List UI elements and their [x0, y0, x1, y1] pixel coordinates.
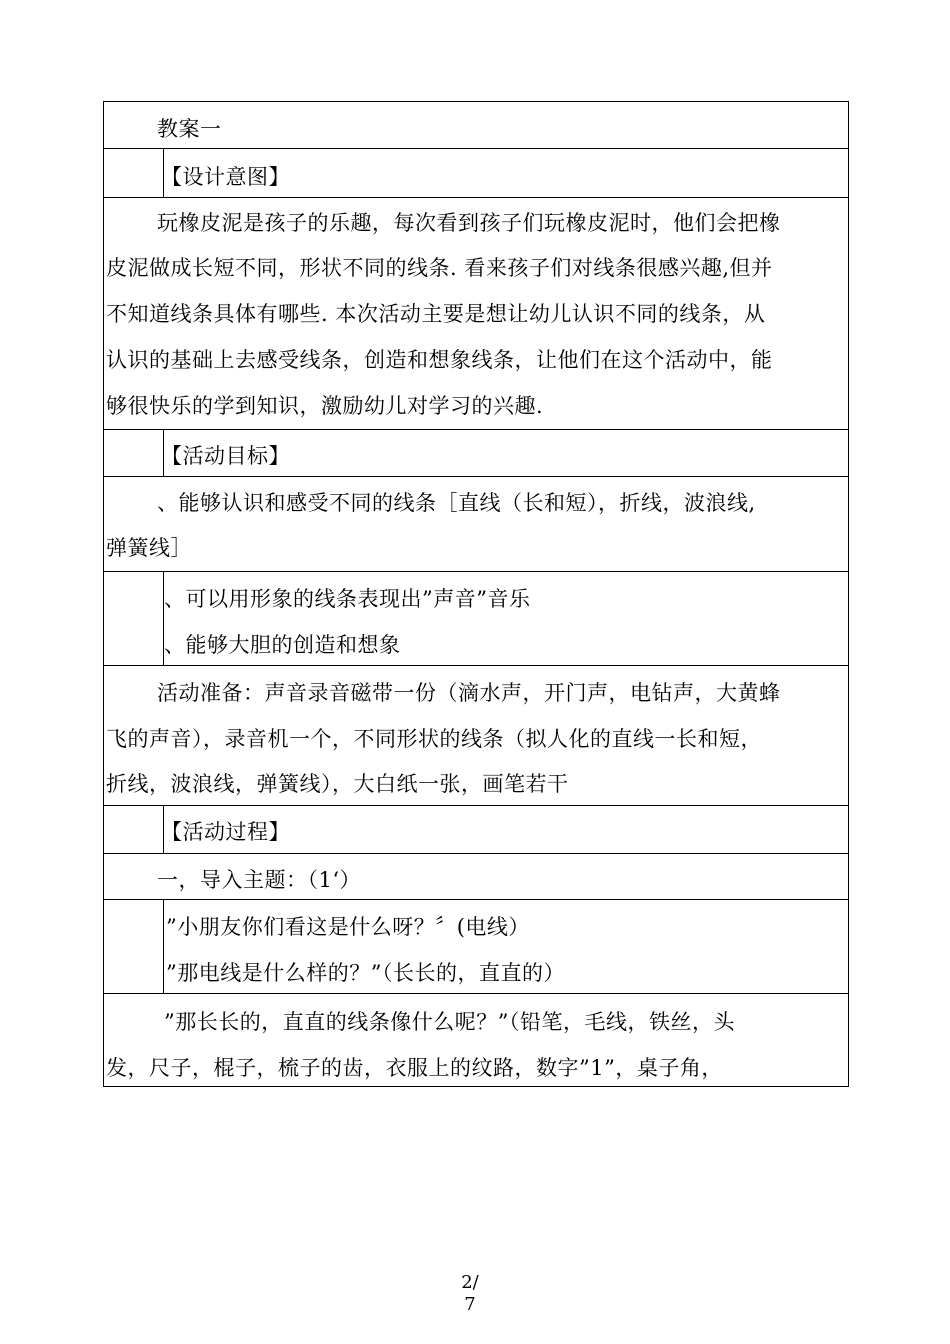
preparation-line: 飞的声音），录音机一个，不同形状的线条（拟人化的直线一长和短， [106, 727, 762, 751]
page-total: 7 [464, 1294, 476, 1315]
section-heading-goals: 【活动目标】 [161, 444, 290, 468]
lesson-plan-table [103, 101, 849, 1087]
dialogue-line: ”那长长的，直直的线条像什么呢？”（铅笔，毛线，铁丝，头 [164, 1010, 735, 1034]
section-heading-process: 【活动过程】 [161, 820, 290, 844]
table-row [103, 666, 849, 806]
dialogue-line: 发，尺子，棍子，梳子的齿，衣服上的纹路，数字”1”，桌子角， [106, 1056, 723, 1080]
goal-item: 、可以用形象的线条表现出”声音”音乐 [164, 587, 531, 611]
table-row [103, 994, 849, 1087]
step-heading: 一，导入主题：（1‘） [157, 868, 362, 892]
table-row [103, 806, 849, 854]
paragraph-line: 认识的基础上去感受线条，创造和想象线条，让他们在这个活动中，能 [106, 348, 773, 372]
paragraph-line: 玩橡皮泥是孩子的乐趣，每次看到孩子们玩橡皮泥时，他们会把橡 [157, 211, 781, 235]
column-divider [163, 900, 164, 993]
section-heading-design-intent: 【设计意图】 [161, 165, 290, 189]
paragraph-line: 皮泥做成长短不同，形状不同的线条. 看来孩子们对线条很感兴趣,但并 [106, 256, 773, 280]
page-number: 2/ [461, 1272, 479, 1293]
plan-title: 教案一 [157, 117, 222, 141]
table-row [103, 477, 849, 572]
table-row [103, 854, 849, 900]
preparation-line: 折线，波浪线，弹簧线），大白纸一张，画笔若干 [106, 772, 569, 796]
table-row [103, 149, 849, 198]
dialogue-line: ”小朋友你们看这是什么呀？〞(电线） [166, 915, 530, 939]
preparation-line: 活动准备：声音录音磁带一份（滴水声，开门声，电钻声，大黄蜂 [157, 681, 781, 705]
goal-item: 、能够大胆的创造和想象 [164, 633, 401, 657]
goal-item-continued: 弹簧线］ [106, 536, 192, 560]
paragraph-line: 够很快乐的学到知识，激励幼儿对学习的兴趣. [106, 394, 544, 418]
table-row [103, 900, 849, 994]
table-row [103, 572, 849, 666]
dialogue-line: ”那电线是什么样的？”（长长的，直直的） [166, 961, 565, 985]
paragraph-line: 不知道线条具体有哪些. 本次活动主要是想让幼儿认识不同的线条，从 [106, 302, 766, 326]
table-row [103, 430, 849, 477]
goal-item: 、能够认识和感受不同的线条［直线（长和短），折线，波浪线, [157, 491, 756, 515]
table-row [103, 102, 849, 149]
table-row [103, 198, 849, 430]
